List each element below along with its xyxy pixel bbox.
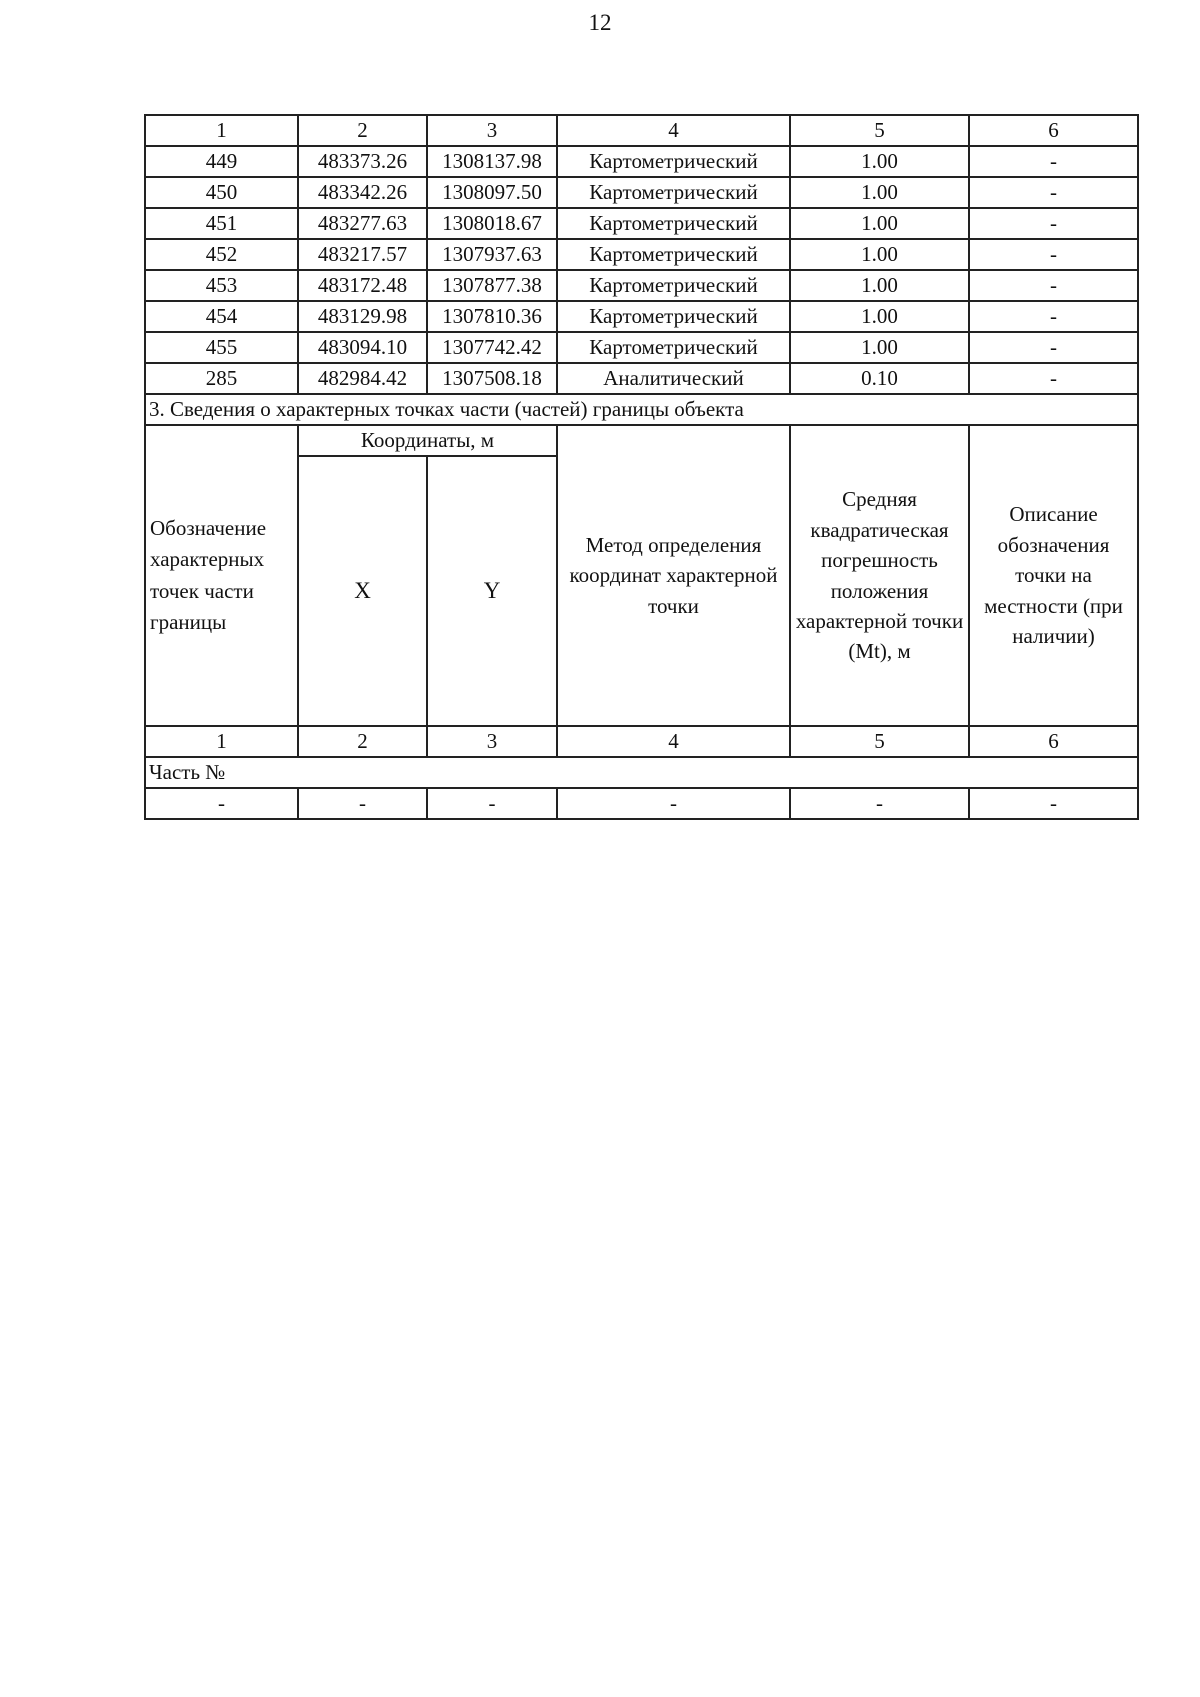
error-header: Средняя квадратическая погрешность положения характерной точки (Mt), м: [790, 425, 969, 726]
column-number: 4: [557, 115, 790, 146]
table-row: [145, 363, 1138, 394]
description-cell: -: [969, 239, 1138, 270]
table-row: [145, 788, 1138, 819]
y-coordinate-cell: 1307937.63: [427, 239, 557, 270]
method-header: Метод определения координат характерной точки: [557, 425, 790, 726]
column-number: 1: [145, 726, 298, 757]
method-cell: Картометрический: [557, 208, 790, 239]
point-id-cell: 452: [145, 239, 298, 270]
point-id-cell: 285: [145, 363, 298, 394]
section-title-row: [145, 394, 1138, 425]
y-coordinate-cell: 1308018.67: [427, 208, 557, 239]
method-cell: Картометрический: [557, 301, 790, 332]
description-cell: -: [969, 208, 1138, 239]
point-id-cell: 455: [145, 332, 298, 363]
description-cell: -: [969, 301, 1138, 332]
table-row: [145, 301, 1138, 332]
column-number: 5: [790, 726, 969, 757]
error-cell: 1.00: [790, 301, 969, 332]
error-cell: 1.00: [790, 146, 969, 177]
table-row: [145, 332, 1138, 363]
header-row: [145, 425, 1138, 456]
section-title: 3. Сведения о характерных точках части (частей) границы объекта: [145, 394, 1138, 425]
y-coordinate-cell: -: [427, 788, 557, 819]
column-number: 3: [427, 726, 557, 757]
error-cell: 0.10: [790, 363, 969, 394]
column-number: 5: [790, 115, 969, 146]
description-cell: -: [969, 788, 1138, 819]
y-coordinate-cell: 1307877.38: [427, 270, 557, 301]
method-cell: Картометрический: [557, 332, 790, 363]
point-id-cell: 453: [145, 270, 298, 301]
y-coordinate-cell: 1307742.42: [427, 332, 557, 363]
y-coordinate-cell: 1307508.18: [427, 363, 557, 394]
description-cell: -: [969, 270, 1138, 301]
page-number: 12: [588, 10, 612, 35]
x-coordinate-cell: 483094.10: [298, 332, 427, 363]
column-number: 6: [969, 726, 1138, 757]
x-coordinate-cell: 483217.57: [298, 239, 427, 270]
error-cell: 1.00: [790, 270, 969, 301]
column-number: 3: [427, 115, 557, 146]
method-cell: -: [557, 788, 790, 819]
part-label-row: [145, 757, 1138, 788]
error-cell: 1.00: [790, 177, 969, 208]
table-row: [145, 208, 1138, 239]
description-header: Описание обозначения точки на местности (при наличии): [969, 425, 1138, 726]
error-cell: 1.00: [790, 239, 969, 270]
table-row: [145, 270, 1138, 301]
description-cell: -: [969, 146, 1138, 177]
table-row: [145, 177, 1138, 208]
point-label-header: Обозначение характерных точек части границы: [145, 425, 298, 726]
y-coordinate-cell: 1307810.36: [427, 301, 557, 332]
x-coordinate-cell: 483373.26: [298, 146, 427, 177]
error-cell: -: [790, 788, 969, 819]
x-coordinate-cell: -: [298, 788, 427, 819]
x-coordinate-cell: 483342.26: [298, 177, 427, 208]
column-number: 2: [298, 726, 427, 757]
y-header: Y: [427, 456, 557, 726]
column-number-row: [145, 115, 1138, 146]
method-cell: Картометрический: [557, 239, 790, 270]
point-id-cell: -: [145, 788, 298, 819]
method-cell: Аналитический: [557, 363, 790, 394]
coordinates-table: [144, 114, 1139, 820]
error-cell: 1.00: [790, 332, 969, 363]
point-id-cell: 451: [145, 208, 298, 239]
point-id-cell: 449: [145, 146, 298, 177]
coordinates-header: Координаты, м: [298, 425, 557, 456]
x-coordinate-cell: 482984.42: [298, 363, 427, 394]
point-id-cell: 450: [145, 177, 298, 208]
method-cell: Картометрический: [557, 146, 790, 177]
column-number: 1: [145, 115, 298, 146]
column-number: 4: [557, 726, 790, 757]
x-coordinate-cell: 483172.48: [298, 270, 427, 301]
y-coordinate-cell: 1308137.98: [427, 146, 557, 177]
column-number: 2: [298, 115, 427, 146]
description-cell: -: [969, 332, 1138, 363]
x-coordinate-cell: 483129.98: [298, 301, 427, 332]
x-header: X: [298, 456, 427, 726]
part-label: Часть №: [145, 757, 1138, 788]
description-cell: -: [969, 363, 1138, 394]
point-id-cell: 454: [145, 301, 298, 332]
table-row: [145, 239, 1138, 270]
method-cell: Картометрический: [557, 177, 790, 208]
y-coordinate-cell: 1308097.50: [427, 177, 557, 208]
x-coordinate-cell: 483277.63: [298, 208, 427, 239]
column-number: 6: [969, 115, 1138, 146]
method-cell: Картометрический: [557, 270, 790, 301]
description-cell: -: [969, 177, 1138, 208]
error-cell: 1.00: [790, 208, 969, 239]
table-row: [145, 146, 1138, 177]
column-number-row: [145, 726, 1138, 757]
